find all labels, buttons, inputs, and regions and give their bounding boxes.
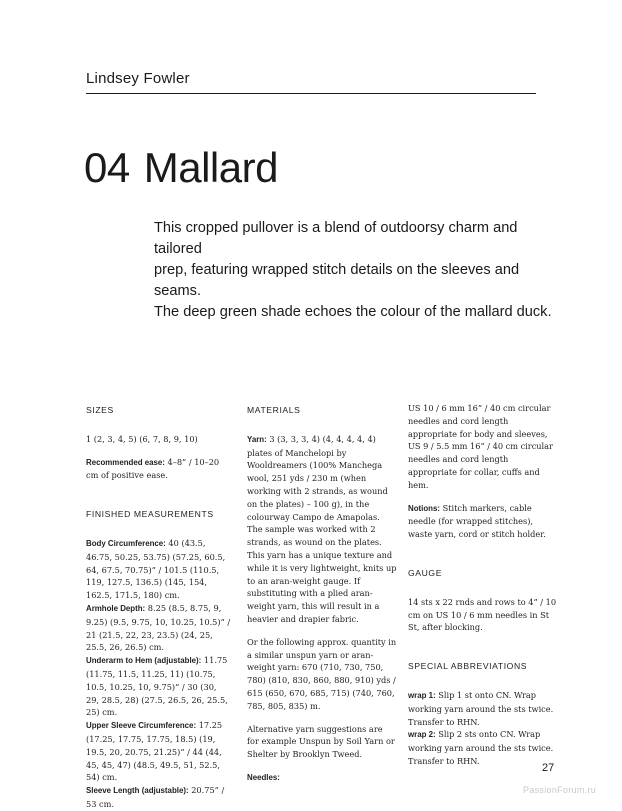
yarn-label: Yarn: [247,434,267,444]
measurement-text: 11.75 (11.75, 11.5, 11.25, 11) (10.75, 10.5, 10.25, 10, 9.75)” / 30 (30, 29, 28.5, 28) (27.5, 26.5, 26, 25.5, 25) cm. [86,655,228,718]
gauge-heading: GAUGE [408,567,443,578]
intro-line: prep, featuring wrapped stitch details on the sleeves and seams. [154,262,520,299]
measurement-label: Upper Sleeve Circumference: [86,721,197,731]
watermark: PassionForum.ru [523,785,597,795]
header-divider [86,93,536,94]
abbreviation-item [408,728,558,767]
notions-info [408,502,558,541]
author-name: Lindsey Fowler [86,70,190,87]
measurement-label: Underarm to Hem (adjustable): [86,656,202,666]
measurement-text: 40 (43.5, 46.75, 50.25, 53.75) (57.25, 60.5, 64, 67.5, 70.75)” / 101.5 (110.5, 119, 127.5, 136.5) (145, 154, 162.5, 171.5, 180) cm. [86,537,226,601]
ease-text: 4–8” / 10–20 cm of positive ease. [86,456,220,481]
abbreviations-heading: SPECIAL ABBREVIATIONS [408,661,528,672]
measurement-item [86,537,232,602]
pattern-name: Mallard [143,144,278,191]
finished-measurements-heading: FINISHED MEASUREMENTS [86,509,214,520]
needles-label-line [247,771,397,785]
intro-line: This cropped pullover is a blend of outdoorsy charm and tailored [154,220,518,257]
intro-paragraph [154,218,554,323]
needles-text: US 10 / 6 mm 16” / 40 cm circular needles and cord length appropriate for body and sleeves, US 9 / 5.5 mm 16” / 40 cm circular needles and cord length appropriate for collar, cuffs and hem. [408,403,553,490]
measurement-label: Sleeve Length (adjustable): [86,786,189,796]
materials-heading: MATERIALS [247,405,301,415]
alternative-suggestions: Alternative yarn suggestions are for example Unspun by Soil Yarn or Shelter by Brooklyn Tweed. [247,723,395,760]
page-number: 27 [542,762,555,774]
abbreviation-label: wrap 2: [408,730,436,740]
ease-label: Recommended ease: [86,457,165,467]
sizes-list: 1 (2, 3, 4, 5) (6, 7, 8, 9, 10) [86,433,198,444]
measurement-text: 20.75” / 53 cm. [86,785,225,809]
measurement-item [86,719,232,784]
measurement-item [86,602,232,654]
notions-text: Stitch markers, cable needle (for wrapped stitches), waste yarn, cord or stitch holder. [408,502,546,540]
abbreviation-label: wrap 1: [408,690,436,700]
yarn-info [247,433,397,524]
abbreviation-item [408,689,558,728]
alternative-quantity: Or the following approx. quantity in a similar unspun yarn or aran-weight yarn: 670 (710, 730, 750, 780) (810, 830, 860, 880, 910) yds / 615 (650, 670, 685, 715) (740, 760, 785, 805, 835) m. [247,636,397,711]
measurement-item [86,654,232,719]
needles-label: Needles: [247,772,280,782]
gauge-text: 14 sts x 22 rnds and rows to 4” / 10 cm on US 10 / 6 mm needles in St St, after blocking. [408,596,557,633]
abbreviation-text: Slip 1 st onto CN. Wrap working yarn around the sts twice. Transfer to RHN. [408,689,554,727]
column-materials [247,404,397,785]
yarn-note: The sample was worked with 2 strands, as wound on the plates. This yarn has a unique texture and while it is very lightweight, knits up to an aran-weight gauge. If substituting with a plied aran-weight yarn, this will result in a heavier and drapier fabric. [247,524,397,624]
measurement-text: 17.25 (17.25, 17.75, 17.75, 18.5) (19, 19.5, 20, 20.75, 21.25)” / 44 (44, 45, 45, 47) (48.5, 49.5, 51, 52.5, 54) cm. [86,720,223,783]
yarn-text: 3 (3, 3, 3, 4) (4, 4, 4, 4, 4) plates of Manchelopi by Wooldreamers (100% Manchega wool, 251 yds / 230 m (when working with 2 strands, as wound on the plates) – 100 g), in the colourway Campo de Amapolas. [247,433,388,522]
sizes-heading: SIZES [86,405,114,415]
abbreviation-text: Slip 2 sts onto CN. Wrap working yarn around the sts twice. Transfer to RHN. [408,729,554,766]
recommended-ease [86,456,232,483]
pattern-title [84,144,278,192]
notions-label: Notions: [408,503,440,513]
intro-line: The deep green shade echoes the colour of the mallard duck. [154,304,552,320]
measurement-item [86,784,232,811]
pattern-number: 04 [84,144,130,191]
measurement-text: 8.25 (8.5, 8.75, 9, 9.25) (9.5, 9.75, 10, 10.25, 10.5)” / 21 (21.5, 22, 23, 23.5) (24, 25, 25.5, 26, 26.5) cm. [86,602,231,653]
column-sizes-measurements [86,404,232,811]
measurement-label: Armhole Depth: [86,603,146,613]
measurement-label: Body Circumference: [86,538,166,548]
column-needles-gauge-abbrev [408,402,558,768]
